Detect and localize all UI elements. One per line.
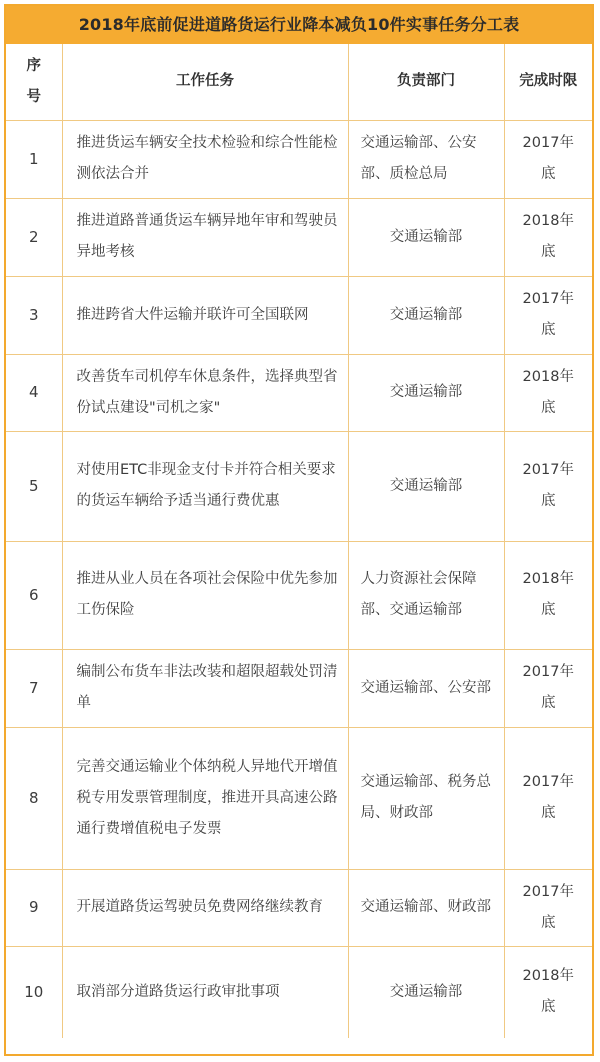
row-num: 7 [6,649,62,727]
row-num: 3 [6,276,62,354]
header-task: 工作任务 [62,44,348,120]
row-deadline: 2018年底 [504,946,592,1038]
row-deadline: 2018年底 [504,198,592,276]
row-num: 6 [6,541,62,649]
row-task: 推进跨省大件运输并联许可全国联网 [62,276,348,354]
row-task: 推进货运车辆安全技术检验和综合性能检测依法合并 [62,120,348,198]
row-deadline: 2017年底 [504,431,592,541]
row-dept: 交通运输部、公安部 [348,649,504,727]
row-deadline: 2018年底 [504,541,592,649]
table-row [6,354,592,431]
header-row [6,44,592,120]
row-dept: 人力资源社会保障部、交通运输部 [348,541,504,649]
header-dept: 负责部门 [348,44,504,120]
table-row [6,541,592,649]
row-dept: 交通运输部、税务总局、财政部 [348,727,504,869]
row-task: 完善交通运输业个体纳税人异地代开增值税专用发票管理制度，推进开具高速公路通行费增值税电子发票 [62,727,348,869]
row-dept: 交通运输部 [348,354,504,431]
row-task: 推进从业人员在各项社会保险中优先参加工伤保险 [62,541,348,649]
table-row [6,276,592,354]
row-num: 9 [6,869,62,946]
row-deadline: 2017年底 [504,276,592,354]
row-dept: 交通运输部、财政部 [348,869,504,946]
table-row [6,198,592,276]
row-deadline: 2017年底 [504,120,592,198]
header-num: 序号 [6,44,62,120]
row-num: 1 [6,120,62,198]
row-deadline: 2017年底 [504,727,592,869]
table-row [6,946,592,1038]
row-task: 开展道路货运驾驶员免费网络继续教育 [62,869,348,946]
table-row [6,869,592,946]
row-num: 10 [6,946,62,1038]
row-dept: 交通运输部 [348,431,504,541]
table-row [6,727,592,869]
row-dept: 交通运输部、公安部、质检总局 [348,120,504,198]
table-row [6,431,592,541]
row-dept: 交通运输部 [348,198,504,276]
row-deadline: 2017年底 [504,869,592,946]
row-dept: 交通运输部 [348,946,504,1038]
row-task: 改善货车司机停车休息条件，选择典型省份试点建设"司机之家" [62,354,348,431]
row-num: 4 [6,354,62,431]
row-task: 取消部分道路货运行政审批事项 [62,946,348,1038]
row-task: 编制公布货车非法改装和超限超载处罚清单 [62,649,348,727]
row-deadline: 2018年底 [504,354,592,431]
row-num: 2 [6,198,62,276]
table-title: 2018年底前促进道路货运行业降本减负10件实事任务分工表 [6,6,592,44]
row-num: 8 [6,727,62,869]
row-task: 推进道路普通货运车辆异地年审和驾驶员异地考核 [62,198,348,276]
row-dept: 交通运输部 [348,276,504,354]
task-table [6,44,592,1038]
row-num: 5 [6,431,62,541]
table-row [6,649,592,727]
row-task: 对使用ETC非现金支付卡并符合相关要求的货运车辆给予适当通行费优惠 [62,431,348,541]
task-table-frame [4,4,594,1056]
header-deadline: 完成时限 [504,44,592,120]
row-deadline: 2017年底 [504,649,592,727]
table-row [6,120,592,198]
